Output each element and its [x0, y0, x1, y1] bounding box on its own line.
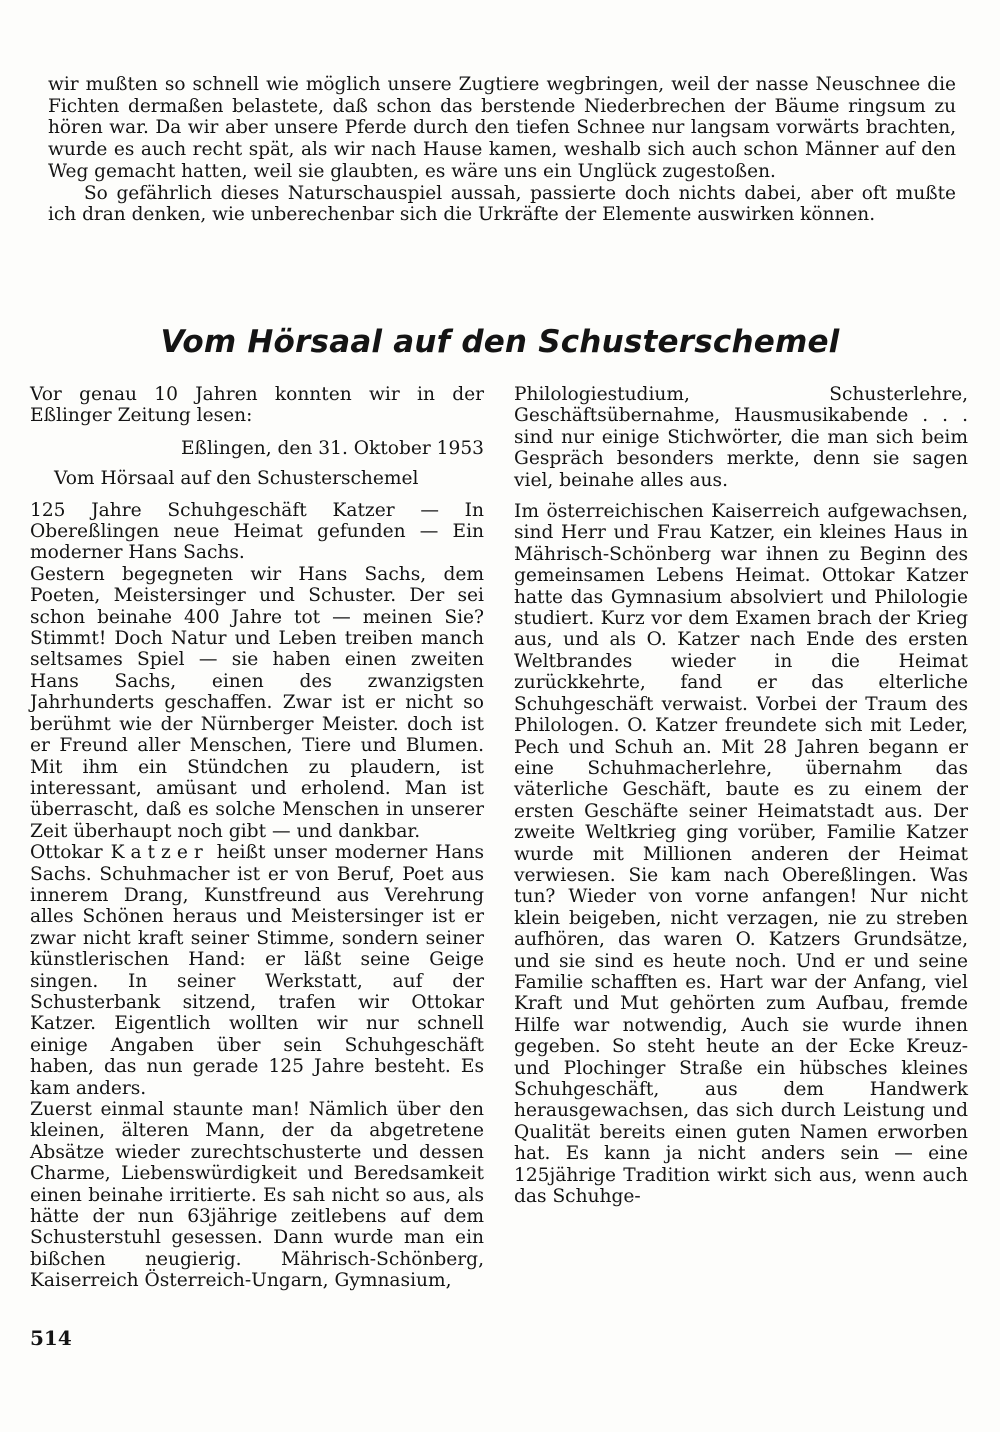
article-subtitle: Vom Hörsaal auf den Schusterschemel — [54, 468, 419, 490]
intro-section — [48, 74, 956, 226]
article-dateline: Eßlingen, den 31. Oktober 1953 — [180, 437, 484, 459]
article-paragraph-3-continued: Philologiestudium, Schusterlehre, Geschäftsübernahme, Hausmusikabende . . . sind nur einige Stichwörter, die man sich beim Gespräch besonders merkte, denn sie sagen viel, beinahe alles aus. — [514, 384, 968, 491]
article-title: Vom Hörsaal auf den Schusterschemel — [160, 324, 840, 360]
intro-paragraph-1: wir mußten so schnell wie möglich unsere Zugtiere wegbringen, weil der nasse Neuschnee die Fichten dermaßen belastete, daß schon das berstende Niederbrechen der Bäume ringsum zu hören war. Da wir aber unsere Pferde durch den tiefen Schnee nur langsam vorwärts brachten, wurde es auch recht spät, als wir nach Hause kamen, weshalb sich auch schon Männer auf den Weg gemacht hatten, weil sie glaubten, es wäre uns ein Unglück zugestoßen. — [48, 74, 956, 182]
article-column-right — [514, 384, 968, 1207]
article-paragraph-1: Gestern begegneten wir Hans Sachs, dem Poeten, Meistersinger und Schuster. Der sei schon beinahe 400 Jahre tot — meinen Sie? Stimmt! Doch Natur und Leben treiben manch seltsames Spiel — sie haben einen zweiten Hans Sachs, einen des zwanzigsten Jahrhunderts geschaffen. Zwar ist er nicht so berühmt wie der Nürnberger Meister. doch ist er Freund aller Menschen, Tiere und Blumen. Mit ihm ein Stündchen zu plaudern, ist interessant, amüsant und erholend. Man ist überrascht, daß es solche Menschen in unserer Zeit überhaupt noch gibt — und dankbar. — [30, 563, 484, 842]
intro-paragraph-2: So gefährlich dieses Naturschauspiel aussah, passierte doch nichts dabei, aber oft mußte ich dran denken, wie unberechenbar sich die Urkräfte der Elemente auswirken können. — [48, 182, 956, 226]
article-lead: Vor genau 10 Jahren konnten wir in der Eßlinger Zeitung lesen: — [30, 384, 484, 427]
article-headline: 125 Jahre Schuhgeschäft Katzer — In Obereßlingen neue Heimat gefunden — Ein moderner Hans Sachs. — [30, 499, 484, 564]
article-paragraph-2 — [30, 842, 484, 1099]
article-paragraph-4: Im österreichischen Kaiserreich aufgewachsen, sind Herr und Frau Katzer, ein kleines Haus in Mährisch-Schönberg war ihnen zu Beginn des gemeinsamen Lebens Heimat. Ottokar Katzer hatte das Gymnasium absolviert und Philologie studiert. Kurz vor dem Examen brach der Krieg aus, und als O. Katzer nach Ende des ersten Weltbrandes wieder in die Heimat zurückkehrte, fand er das elterliche Schuhgeschäft verwaist. Vorbei der Traum des Philologen. O. Katzer freundete sich mit Leder, Pech und Schuh an. Mit 28 Jahren begann er eine Schuhmacherlehre, übernahm das väterliche Geschäft, baute es zu einem der ersten Geschäfte seiner Heimatstadt aus. Der zweite Weltkrieg ging vorüber, Familie Katzer wurde mit Millionen anderen der Heimat verwiesen. Sie kam nach Obereßlingen. Was tun? Wieder von vorne anfangen! Nur nicht klein beigeben, nicht verzagen, nie zu streben aufhören, das waren O. Katzers Grundsätze, und sie sind es heute noch. Und er und seine Familie schafften es. Hart war der Anfang, viel Kraft und Mut gehörten zum Aufbau, fremde Hilfe war notwendig, Auch sie wurde ihnen gegeben. So steht heute an der Ecke Kreuz- und Plochinger Straße ein hübsches kleines Schuhgeschäft, aus dem Handwerk herausgewachsen, das sich durch Leistung und Qualität bereits einen guten Namen erworben hat. Es kann ja nicht anders sein — eine 125jährige Tradition wirkt sich aus, wenn auch das Schuhge- — [514, 501, 968, 1208]
article-column-left — [30, 384, 484, 1292]
katzer-name: Katzer — [110, 842, 209, 864]
paragraph-2-rest: heißt unser moderner Hans Sachs. Schuhmacher ist er von Beruf, Poet aus innerem Drang, Kunstfreund aus Verehrung alles Schönen heraus und Meistersinger ist er zwar nicht kraft seiner Stimme, sondern seiner künstlerischen Hand: er läßt seine Geige singen. In seiner Werkstatt, auf der Schusterbank sitzend, trafen wir Ottokar Katzer. Eigentlich wollten wir nur schnell einige Angaben über sein Schuhgeschäft haben, das nun gerade 125 Jahre besteht. Es kam anders. — [30, 842, 484, 1099]
paragraph-2-start: Ottokar — [30, 842, 103, 864]
page-number: 514 — [30, 1326, 72, 1350]
article-paragraph-3: Zuerst einmal staunte man! Nämlich über den kleinen, älteren Mann, der da abgetretene Absätze wieder zurechtschusterte und dessen Charme, Liebenswürdigkeit und Beredsamkeit einen beinahe irritierte. Es sah nicht so aus, als hätte der nun 63jährige zeitlebens auf dem Schusterstuhl gesessen. Dann wurde man ein bißchen neugierig. Mährisch-Schönberg, Kaiserreich Österreich-Ungarn, Gymnasium, — [30, 1099, 484, 1292]
